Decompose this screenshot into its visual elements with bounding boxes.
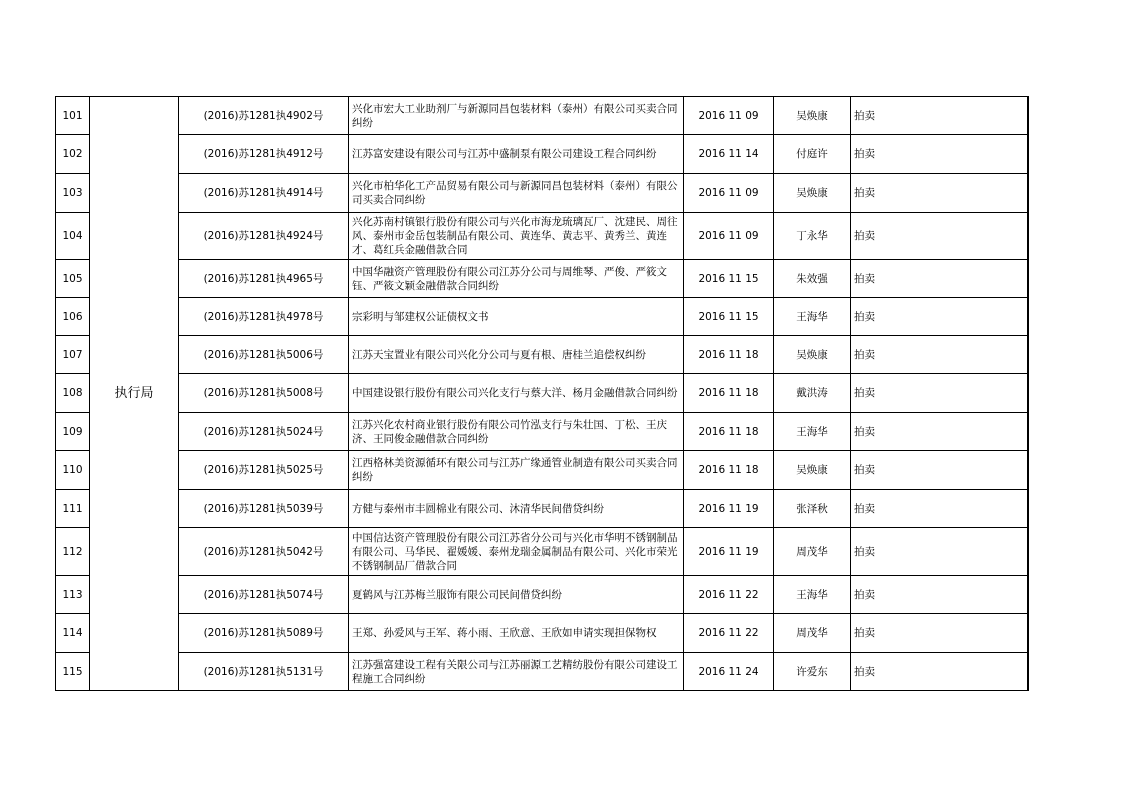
judge-name: 吴焕康 <box>774 336 851 374</box>
table-row <box>56 260 1028 298</box>
case-title <box>349 260 684 298</box>
judge-name: 吴焕康 <box>774 451 851 490</box>
table-row <box>56 653 1028 691</box>
case-title <box>349 413 684 451</box>
table-row <box>56 374 1028 413</box>
case-number: (2016)苏1281执5024号 <box>179 413 349 451</box>
case-title-text: 兴化市柏华化工产品贸易有限公司与新源同昌包装材料（泰州）有限公司买卖合同纠纷 <box>352 180 678 206</box>
case-number: (2016)苏1281执4914号 <box>179 174 349 213</box>
filing-date: 2016 11 19 <box>684 490 774 528</box>
case-title-text: 江苏兴化农村商业银行股份有限公司竹泓支行与朱壮国、丁松、王庆济、王同俊金融借款合同纠纷 <box>352 418 667 445</box>
judge-name: 王海华 <box>774 298 851 336</box>
filing-date: 2016 11 22 <box>684 576 774 614</box>
case-table <box>55 96 1029 691</box>
filing-date: 2016 11 09 <box>684 213 774 260</box>
row-index: 109 <box>56 413 90 451</box>
execution-method: 拍卖 <box>851 576 1028 614</box>
case-title-text: 江西格林美资源循环有限公司与江苏广缘通管业制造有限公司买卖合同纠纷 <box>352 457 678 483</box>
execution-method: 拍卖 <box>851 135 1028 174</box>
row-index: 111 <box>56 490 90 528</box>
case-title-text: 江苏强富建设工程有关限公司与江苏丽源工艺精纺股份有限公司建设工程施工合同纠纷 <box>352 658 678 685</box>
row-index: 112 <box>56 528 90 576</box>
row-index: 105 <box>56 260 90 298</box>
row-index: 114 <box>56 614 90 653</box>
case-number: (2016)苏1281执5042号 <box>179 528 349 576</box>
judge-name: 丁永华 <box>774 213 851 260</box>
row-index: 110 <box>56 451 90 490</box>
case-number: (2016)苏1281执5039号 <box>179 490 349 528</box>
case-title-text: 兴化市宏大工业助剂厂与新源同昌包装材料（泰州）有限公司买卖合同纠纷 <box>352 102 678 129</box>
execution-method: 拍卖 <box>851 97 1028 135</box>
table-row <box>56 336 1028 374</box>
filing-date: 2016 11 22 <box>684 614 774 653</box>
case-title <box>349 576 684 614</box>
judge-name: 吴焕康 <box>774 174 851 213</box>
case-number: (2016)苏1281执5006号 <box>179 336 349 374</box>
case-number: (2016)苏1281执4965号 <box>179 260 349 298</box>
case-number: (2016)苏1281执4924号 <box>179 213 349 260</box>
row-index: 115 <box>56 653 90 691</box>
row-index: 102 <box>56 135 90 174</box>
row-index: 103 <box>56 174 90 213</box>
judge-name: 付庭许 <box>774 135 851 174</box>
case-title-text: 中国信达资产管理股份有限公司江苏省分公司与兴化市华明不锈钢制品有限公司、马华民、翟媛媛、泰州龙瑞金属制品有限公司、兴化市荣光不锈钢制品厂借款合同 <box>352 531 678 572</box>
row-index: 104 <box>56 213 90 260</box>
execution-method: 拍卖 <box>851 490 1028 528</box>
case-title-text: 中国建设银行股份有限公司兴化支行与蔡大洋、杨月金融借款合同纠纷 <box>352 387 678 399</box>
case-title <box>349 528 684 576</box>
table-row <box>56 451 1028 490</box>
execution-method: 拍卖 <box>851 213 1028 260</box>
table-row <box>56 213 1028 260</box>
judge-name: 张泽秋 <box>774 490 851 528</box>
case-title <box>349 490 684 528</box>
case-title-text: 中国华融资产管理股份有限公司江苏分公司与周维琴、严俊、严筱文钰、严筱文颖金融借款合同纠纷 <box>352 265 667 292</box>
judge-name: 许爱东 <box>774 653 851 691</box>
filing-date: 2016 11 24 <box>684 653 774 691</box>
table-row <box>56 413 1028 451</box>
case-table-body <box>56 97 1028 691</box>
case-number: (2016)苏1281执5008号 <box>179 374 349 413</box>
case-number: (2016)苏1281执4912号 <box>179 135 349 174</box>
execution-method: 拍卖 <box>851 260 1028 298</box>
execution-method: 拍卖 <box>851 174 1028 213</box>
filing-date: 2016 11 18 <box>684 413 774 451</box>
case-title <box>349 374 684 413</box>
case-number: (2016)苏1281执4978号 <box>179 298 349 336</box>
case-title-text: 夏鹤风与江苏梅兰服饰有限公司民间借贷纠纷 <box>352 588 562 601</box>
execution-method: 拍卖 <box>851 374 1028 413</box>
case-title-text: 方健与泰州市丰圆棉业有限公司、沐清华民间借贷纠纷 <box>352 502 604 515</box>
case-number: (2016)苏1281执4902号 <box>179 97 349 135</box>
case-title-text: 宗彩明与邹建权公证债权文书 <box>352 310 489 323</box>
row-index: 106 <box>56 298 90 336</box>
filing-date: 2016 11 18 <box>684 336 774 374</box>
execution-method: 拍卖 <box>851 653 1028 691</box>
row-index: 107 <box>56 336 90 374</box>
department-cell: 执行局 <box>90 97 179 691</box>
table-row <box>56 97 1028 135</box>
table-row <box>56 614 1028 653</box>
row-index: 101 <box>56 97 90 135</box>
case-title <box>349 213 684 260</box>
case-title <box>349 614 684 653</box>
filing-date: 2016 11 18 <box>684 374 774 413</box>
case-title-text: 江苏天宝置业有限公司兴化分公司与夏有根、唐桂兰追偿权纠纷 <box>352 348 646 361</box>
case-title <box>349 298 684 336</box>
table-row <box>56 298 1028 336</box>
execution-method: 拍卖 <box>851 451 1028 490</box>
case-title-text: 王郑、孙爱风与王军、蒋小雨、王欣意、王欣如申请实现担保物权 <box>352 627 657 639</box>
table-row <box>56 490 1028 528</box>
case-title-text: 江苏富安建设有限公司与江苏中盛制泵有限公司建设工程合同纠纷 <box>352 148 657 160</box>
case-title <box>349 336 684 374</box>
case-title <box>349 135 684 174</box>
case-title <box>349 451 684 490</box>
filing-date: 2016 11 15 <box>684 260 774 298</box>
row-index: 113 <box>56 576 90 614</box>
table-row <box>56 576 1028 614</box>
filing-date: 2016 11 19 <box>684 528 774 576</box>
case-title <box>349 653 684 691</box>
judge-name: 朱效强 <box>774 260 851 298</box>
case-title <box>349 97 684 135</box>
execution-method: 拍卖 <box>851 336 1028 374</box>
filing-date: 2016 11 14 <box>684 135 774 174</box>
table-row <box>56 135 1028 174</box>
filing-date: 2016 11 18 <box>684 451 774 490</box>
judge-name: 戴洪涛 <box>774 374 851 413</box>
judge-name: 王海华 <box>774 576 851 614</box>
table-row <box>56 174 1028 213</box>
filing-date: 2016 11 15 <box>684 298 774 336</box>
case-number: (2016)苏1281执5089号 <box>179 614 349 653</box>
execution-method: 拍卖 <box>851 614 1028 653</box>
judge-name: 周茂华 <box>774 528 851 576</box>
filing-date: 2016 11 09 <box>684 97 774 135</box>
case-title <box>349 174 684 213</box>
table-row <box>56 528 1028 576</box>
filing-date: 2016 11 09 <box>684 174 774 213</box>
execution-method: 拍卖 <box>851 413 1028 451</box>
judge-name: 王海华 <box>774 413 851 451</box>
case-number: (2016)苏1281执5131号 <box>179 653 349 691</box>
execution-method: 拍卖 <box>851 298 1028 336</box>
case-number: (2016)苏1281执5074号 <box>179 576 349 614</box>
judge-name: 周茂华 <box>774 614 851 653</box>
judge-name: 吴焕康 <box>774 97 851 135</box>
case-title-text: 兴化苏南村镇银行股份有限公司与兴化市海龙琉璃瓦厂、沈建民、周往风、泰州市金岳包装制品有限公司、黄连华、黄志平、黄秀兰、黄连才、葛红兵金融借款合同 <box>352 216 678 256</box>
execution-method: 拍卖 <box>851 528 1028 576</box>
case-number: (2016)苏1281执5025号 <box>179 451 349 490</box>
row-index: 108 <box>56 374 90 413</box>
